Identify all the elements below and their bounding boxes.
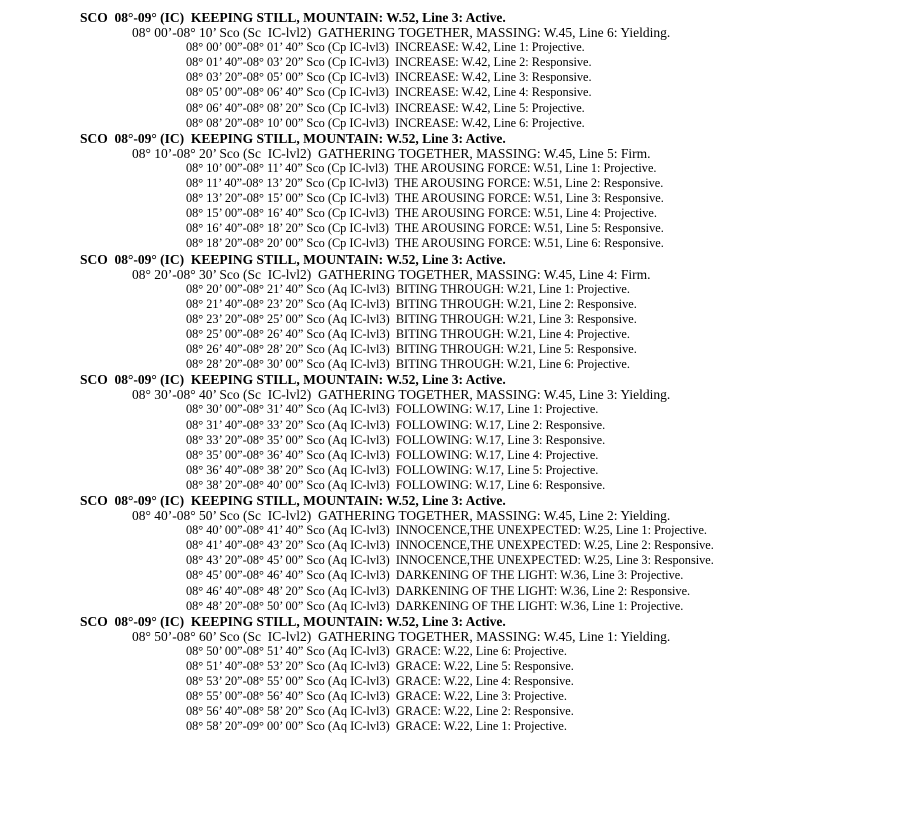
section-block bbox=[0, 131, 900, 252]
entry-line: 08° 15’ 00”-08° 16’ 40” Sco (Cp IC-lvl3) THE AROUSING FORCE: W.51, Line 4: Projective. bbox=[186, 206, 657, 221]
entry-line: 08° 35’ 00”-08° 36’ 40” Sco (Aq IC-lvl3) FOLLOWING: W.17, Line 4: Projective. bbox=[186, 447, 599, 462]
entry-line: 08° 51’ 40”-08° 53’ 20” Sco (Aq IC-lvl3) GRACE: W.22, Line 5: Responsive. bbox=[186, 659, 574, 674]
entry-line: 08° 56’ 40”-08° 58’ 20” Sco (Aq IC-lvl3) GRACE: W.22, Line 2: Responsive. bbox=[186, 704, 574, 719]
section-block bbox=[0, 252, 900, 373]
subsection-line: 08° 30’-08° 40’ Sco (Sc IC-lvl2) GATHERING TOGETHER, MASSING: W.45, Line 3: Yielding. bbox=[132, 387, 671, 403]
entry-line: 08° 55’ 00”-08° 56’ 40” Sco (Aq IC-lvl3) GRACE: W.22, Line 3: Projective. bbox=[186, 689, 567, 704]
subsection-line: 08° 50’-08° 60’ Sco (Sc IC-lvl2) GATHERING TOGETHER, MASSING: W.45, Line 1: Yielding. bbox=[132, 628, 671, 644]
entry-line: 08° 05’ 00”-08° 06’ 40” Sco (Cp IC-lvl3) INCREASE: W.42, Line 4: Responsive. bbox=[186, 85, 592, 100]
entry-line: 08° 45’ 00”-08° 46’ 40” Sco (Aq IC-lvl3) DARKENING OF THE LIGHT: W.36, Line 3: Projective. bbox=[186, 568, 684, 583]
entry-line: 08° 33’ 20”-08° 35’ 00” Sco (Aq IC-lvl3) FOLLOWING: W.17, Line 3: Responsive. bbox=[186, 432, 606, 447]
entry-line: 08° 23’ 20”-08° 25’ 00” Sco (Aq IC-lvl3) BITING THROUGH: W.21, Line 3: Responsive. bbox=[186, 311, 637, 326]
section-header: SCO 08°-09° (IC) KEEPING STILL, MOUNTAIN: W.52, Line 3: Active. bbox=[80, 372, 506, 388]
entry-line: 08° 10’ 00”-08° 11’ 40” Sco (Cp IC-lvl3) THE AROUSING FORCE: W.51, Line 1: Projective. bbox=[186, 160, 657, 175]
entry-line: 08° 58’ 20”-09° 00’ 00” Sco (Aq IC-lvl3) GRACE: W.22, Line 1: Projective. bbox=[186, 719, 567, 734]
entry-line: 08° 48’ 20”-08° 50’ 00” Sco (Aq IC-lvl3) DARKENING OF THE LIGHT: W.36, Line 1: Projective. bbox=[186, 598, 684, 613]
entry-line: 08° 46’ 40”-08° 48’ 20” Sco (Aq IC-lvl3) DARKENING OF THE LIGHT: W.36, Line 2: Responsive. bbox=[186, 583, 691, 598]
subsection-line: 08° 20’-08° 30’ Sco (Sc IC-lvl2) GATHERING TOGETHER, MASSING: W.45, Line 4: Firm. bbox=[132, 266, 651, 282]
entry-line: 08° 26’ 40”-08° 28’ 20” Sco (Aq IC-lvl3) BITING THROUGH: W.21, Line 5: Responsive. bbox=[186, 342, 637, 357]
entry-line: 08° 18’ 20”-08° 20’ 00” Sco (Cp IC-lvl3) THE AROUSING FORCE: W.51, Line 6: Responsive. bbox=[186, 236, 664, 251]
entry-line: 08° 21’ 40”-08° 23’ 20” Sco (Aq IC-lvl3) BITING THROUGH: W.21, Line 2: Responsive. bbox=[186, 296, 637, 311]
section-block bbox=[0, 10, 900, 131]
entry-line: 08° 16’ 40”-08° 18’ 20” Sco (Cp IC-lvl3) THE AROUSING FORCE: W.51, Line 5: Responsive. bbox=[186, 221, 664, 236]
entry-line: 08° 53’ 20”-08° 55’ 00” Sco (Aq IC-lvl3) GRACE: W.22, Line 4: Responsive. bbox=[186, 674, 574, 689]
entry-line: 08° 50’ 00”-08° 51’ 40” Sco (Aq IC-lvl3) GRACE: W.22, Line 6: Projective. bbox=[186, 643, 567, 658]
entry-line: 08° 40’ 00”-08° 41’ 40” Sco (Aq IC-lvl3) INNOCENCE,THE UNEXPECTED: W.25, Line 1: Projective. bbox=[186, 523, 707, 538]
entry-line: 08° 01’ 40”-08° 03’ 20” Sco (Cp IC-lvl3) INCREASE: W.42, Line 2: Responsive. bbox=[186, 55, 592, 70]
section-header: SCO 08°-09° (IC) KEEPING STILL, MOUNTAIN: W.52, Line 3: Active. bbox=[80, 493, 506, 508]
entry-line: 08° 28’ 20”-08° 30’ 00” Sco (Aq IC-lvl3) BITING THROUGH: W.21, Line 6: Projective. bbox=[186, 357, 630, 372]
subsection-line: 08° 40’-08° 50’ Sco (Sc IC-lvl2) GATHERING TOGETHER, MASSING: W.45, Line 2: Yielding. bbox=[132, 508, 671, 524]
entry-line: 08° 25’ 00”-08° 26’ 40” Sco (Aq IC-lvl3) BITING THROUGH: W.21, Line 4: Projective. bbox=[186, 326, 630, 341]
entry-line: 08° 08’ 20”-08° 10’ 00” Sco (Cp IC-lvl3) INCREASE: W.42, Line 6: Projective. bbox=[186, 115, 585, 130]
subsection-line: 08° 10’-08° 20’ Sco (Sc IC-lvl2) GATHERING TOGETHER, MASSING: W.45, Line 5: Firm. bbox=[132, 145, 651, 161]
entry-line: 08° 41’ 40”-08° 43’ 20” Sco (Aq IC-lvl3) INNOCENCE,THE UNEXPECTED: W.25, Line 2: Responsive. bbox=[186, 538, 714, 553]
section-block bbox=[0, 493, 900, 614]
section-header: SCO 08°-09° (IC) KEEPING STILL, MOUNTAIN: W.52, Line 3: Active. bbox=[80, 130, 506, 146]
entry-line: 08° 11’ 40”-08° 13’ 20” Sco (Cp IC-lvl3) THE AROUSING FORCE: W.51, Line 2: Responsive. bbox=[186, 176, 664, 191]
entry-line: 08° 13’ 20”-08° 15’ 00” Sco (Cp IC-lvl3) THE AROUSING FORCE: W.51, Line 3: Responsive. bbox=[186, 191, 664, 206]
subsection-line: 08° 00’-08° 10’ Sco (Sc IC-lvl2) GATHERING TOGETHER, MASSING: W.45, Line 6: Yielding. bbox=[132, 25, 671, 41]
entry-line: 08° 36’ 40”-08° 38’ 20” Sco (Aq IC-lvl3) FOLLOWING: W.17, Line 5: Projective. bbox=[186, 462, 599, 477]
section-header: SCO 08°-09° (IC) KEEPING STILL, MOUNTAIN: W.52, Line 3: Active. bbox=[80, 10, 506, 25]
entry-line: 08° 00’ 00”-08° 01’ 40” Sco (Cp IC-lvl3) INCREASE: W.42, Line 1: Projective. bbox=[186, 40, 585, 55]
entry-line: 08° 43’ 20”-08° 45’ 00” Sco (Aq IC-lvl3) INNOCENCE,THE UNEXPECTED: W.25, Line 3: Responsive. bbox=[186, 553, 714, 568]
section-block bbox=[0, 372, 900, 493]
entry-line: 08° 20’ 00”-08° 21’ 40” Sco (Aq IC-lvl3) BITING THROUGH: W.21, Line 1: Projective. bbox=[186, 281, 630, 296]
entry-line: 08° 03’ 20”-08° 05’ 00” Sco (Cp IC-lvl3) INCREASE: W.42, Line 3: Responsive. bbox=[186, 70, 592, 85]
section-header: SCO 08°-09° (IC) KEEPING STILL, MOUNTAIN: W.52, Line 3: Active. bbox=[80, 613, 506, 629]
entry-line: 08° 30’ 00”-08° 31’ 40” Sco (Aq IC-lvl3) FOLLOWING: W.17, Line 1: Projective. bbox=[186, 402, 599, 417]
entry-line: 08° 06’ 40”-08° 08’ 20” Sco (Cp IC-lvl3) INCREASE: W.42, Line 5: Projective. bbox=[186, 100, 585, 115]
section-header: SCO 08°-09° (IC) KEEPING STILL, MOUNTAIN: W.52, Line 3: Active. bbox=[80, 251, 506, 267]
section-block bbox=[0, 614, 900, 735]
entry-line: 08° 38’ 20”-08° 40’ 00” Sco (Aq IC-lvl3) FOLLOWING: W.17, Line 6: Responsive. bbox=[186, 477, 606, 492]
document-body bbox=[0, 10, 900, 735]
entry-line: 08° 31’ 40”-08° 33’ 20” Sco (Aq IC-lvl3) FOLLOWING: W.17, Line 2: Responsive. bbox=[186, 417, 606, 432]
